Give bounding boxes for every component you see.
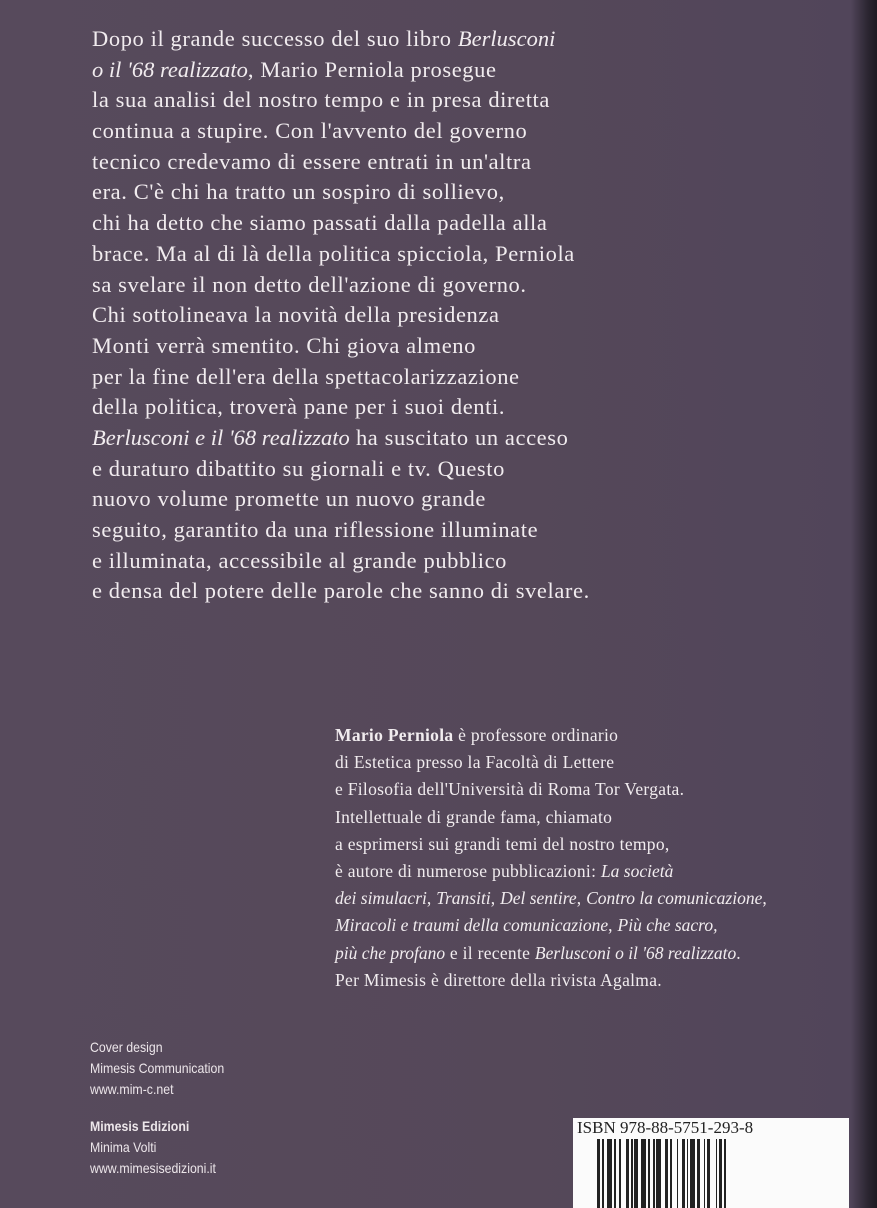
text-segment: sa svelare il non detto dell'azione di governo. <box>92 271 527 297</box>
text-line <box>335 940 767 967</box>
italic-title: Transiti <box>436 888 491 909</box>
text-line <box>92 177 590 208</box>
text-line <box>335 967 767 994</box>
text-segment: , <box>762 888 768 909</box>
credits-line: Mimesis Communication <box>90 1060 225 1076</box>
isbn-barcode <box>573 1118 849 1208</box>
text-line <box>92 239 590 270</box>
credits-url: www.mim-c.net <box>90 1081 174 1097</box>
isbn-number: ISBN 978-88-5751-293-8 <box>577 1118 754 1137</box>
cover-credits <box>90 1037 224 1100</box>
text-line <box>92 270 590 301</box>
text-line <box>92 362 590 393</box>
text-segment: . <box>736 942 741 963</box>
text-segment: tecnico credevamo di essere entrati in un'altra <box>92 148 532 174</box>
text-line <box>92 300 590 331</box>
italic-title: Contro la comunicazione <box>586 888 763 909</box>
text-segment: , Mario Perniola prosegue <box>247 56 497 82</box>
text-line <box>92 55 590 86</box>
text-line <box>92 423 590 454</box>
text-line <box>335 776 767 803</box>
text-segment: nuovo volume promette un nuovo grande <box>92 486 486 512</box>
text-segment: , <box>576 888 587 909</box>
publisher-url: www.mimesisedizioni.it <box>90 1160 216 1176</box>
text-line <box>335 749 767 776</box>
text-line <box>92 484 590 515</box>
italic-title: La società <box>600 860 674 881</box>
text-segment: Per Mimesis è direttore della rivista Agalma. <box>335 969 662 990</box>
italic-title: Del sentire <box>500 888 577 909</box>
text-segment: la sua analisi del nostro tempo e in presa diretta <box>92 87 550 113</box>
text-segment: era. C'è chi ha tratto un sospiro di sollievo, <box>92 179 505 205</box>
text-segment: e densa del potere delle parole che sanno di svelare. <box>92 578 590 604</box>
italic-title: Berlusconi e il '68 realizzato <box>92 424 350 450</box>
author-bio <box>335 722 767 994</box>
italic-title: Più che sacro, <box>617 915 718 936</box>
text-line <box>92 392 590 423</box>
text-segment: è autore di numerose pubblicazioni: <box>335 860 601 881</box>
text-line <box>335 858 767 885</box>
text-segment: e il recente <box>445 942 535 963</box>
text-line <box>335 804 767 831</box>
text-line <box>335 912 767 939</box>
publisher-series: Minima Volti <box>90 1139 157 1155</box>
text-segment: continua a stupire. Con l'avvento del governo <box>92 118 528 144</box>
text-segment: Intellettuale di grande fama, chiamato <box>335 806 613 827</box>
blurb-text <box>92 24 590 607</box>
text-segment: chi ha detto che siamo passati dalla padella alla <box>92 210 548 236</box>
italic-title: più che profano <box>335 942 446 963</box>
publisher-info <box>90 1116 216 1179</box>
text-segment: della politica, troverà pane per i suoi denti. <box>92 394 506 420</box>
author-name: Mario Perniola <box>335 725 454 745</box>
text-line <box>92 454 590 485</box>
italic-title: Miracoli e traumi della comunicazione <box>335 915 609 936</box>
text-line <box>92 331 590 362</box>
text-line <box>335 722 767 749</box>
text-segment: è professore ordinario <box>453 725 619 745</box>
italic-title: Berlusconi o il '68 realizzato <box>534 942 737 963</box>
text-segment: e Filosofia dell'Università di Roma Tor Vergata. <box>335 779 685 800</box>
text-segment: e illuminata, accessibile al grande pubblico <box>92 547 508 573</box>
text-segment: per la fine dell'era della spettacolarizzazione <box>92 363 520 389</box>
italic-title: o il '68 realizzato <box>92 56 248 82</box>
text-segment: a esprimersi sui grandi temi del nostro tempo, <box>335 833 670 854</box>
text-segment: , <box>608 915 618 936</box>
text-line <box>335 885 767 912</box>
text-segment: Monti verrà smentito. Chi giova almeno <box>92 332 476 358</box>
text-segment: ha suscitato un acceso <box>349 424 569 450</box>
text-segment: Dopo il grande successo del suo libro <box>92 26 458 51</box>
text-line <box>92 208 590 239</box>
italic-title: Berlusconi <box>457 26 556 51</box>
barcode-bar <box>726 1139 729 1208</box>
text-line <box>92 546 590 577</box>
publisher-name: Mimesis Edizioni <box>90 1118 190 1134</box>
italic-title: dei simulacri <box>335 888 427 909</box>
text-line <box>92 147 590 178</box>
text-segment: brace. Ma al di là della politica spicciola, Perniola <box>92 240 575 266</box>
text-line <box>92 116 590 147</box>
text-line <box>92 85 590 116</box>
text-segment: di Estetica presso la Facoltà di Lettere <box>335 752 615 773</box>
text-line <box>92 576 590 607</box>
text-segment: , <box>490 888 501 909</box>
text-line <box>335 831 767 858</box>
text-line <box>92 24 590 55</box>
text-segment: seguito, garantito da una riflessione illuminate <box>92 517 539 542</box>
barcode-bars <box>597 1139 837 1208</box>
text-line <box>92 515 590 546</box>
text-segment: e duraturo dibattito su giornali e tv. Questo <box>92 455 505 481</box>
text-segment: Chi sottolineava la novità della presidenza <box>92 302 500 328</box>
credits-line: Cover design <box>90 1039 163 1055</box>
text-segment: , <box>426 888 437 909</box>
